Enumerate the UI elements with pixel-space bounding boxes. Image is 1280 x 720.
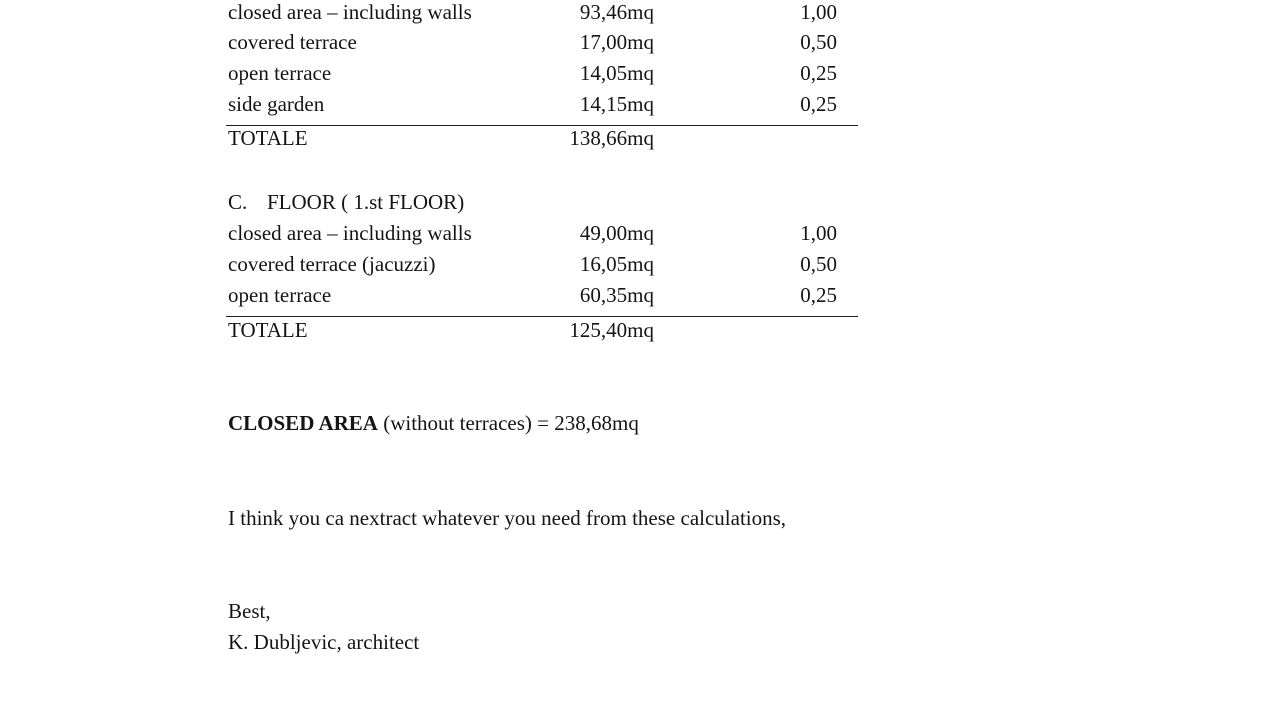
closed-area-label: CLOSED AREA	[228, 411, 378, 435]
total-row	[226, 123, 858, 153]
closed-area-value: (without terraces) = 238,68mq	[377, 411, 639, 435]
table-row	[226, 280, 858, 310]
row-label: side garden	[228, 92, 325, 116]
row-coefficient: 1,00	[800, 221, 837, 245]
total-area: 125,40mq	[569, 318, 654, 342]
row-label: covered terrace	[228, 30, 357, 54]
total-area: 138,66mq	[569, 126, 654, 150]
table-row	[226, 249, 858, 279]
row-area: 49,00mq	[579, 221, 654, 245]
row-area: 14,15mq	[579, 92, 654, 116]
total-row	[226, 315, 858, 345]
closing-sentence: I think you ca nextract whatever you need from these calculations,	[228, 506, 787, 530]
row-label: covered terrace (jacuzzi)	[228, 252, 436, 276]
row-label: closed area – including walls	[228, 221, 472, 245]
table-row	[226, 0, 858, 27]
row-coefficient: 0,50	[800, 30, 837, 54]
row-coefficient: 0,25	[800, 283, 837, 307]
table-row	[226, 89, 858, 119]
row-area: 60,35mq	[579, 283, 654, 307]
section-title: FLOOR ( 1.st FLOOR)	[267, 190, 465, 214]
row-label: open terrace	[228, 61, 332, 85]
section-heading	[228, 187, 464, 217]
row-area: 16,05mq	[579, 252, 654, 276]
row-label: open terrace	[228, 283, 332, 307]
row-label: closed area – including walls	[228, 0, 472, 24]
row-coefficient: 0,25	[800, 61, 837, 85]
table-row	[226, 58, 858, 88]
row-area: 17,00mq	[579, 30, 654, 54]
row-coefficient: 1,00	[800, 0, 837, 24]
signature: K. Dubljevic, architect	[228, 630, 420, 654]
section-letter: C.	[228, 190, 248, 214]
row-coefficient: 0,50	[800, 252, 837, 276]
row-coefficient: 0,25	[800, 92, 837, 116]
table-row	[226, 218, 858, 248]
row-area: 14,05mq	[579, 61, 654, 85]
total-label: TOTALE	[228, 126, 308, 150]
total-label: TOTALE	[228, 318, 308, 342]
closed-area-summary	[228, 408, 639, 438]
signoff: Best,	[228, 599, 271, 623]
table-row	[226, 27, 858, 57]
row-area: 93,46mq	[579, 0, 654, 24]
